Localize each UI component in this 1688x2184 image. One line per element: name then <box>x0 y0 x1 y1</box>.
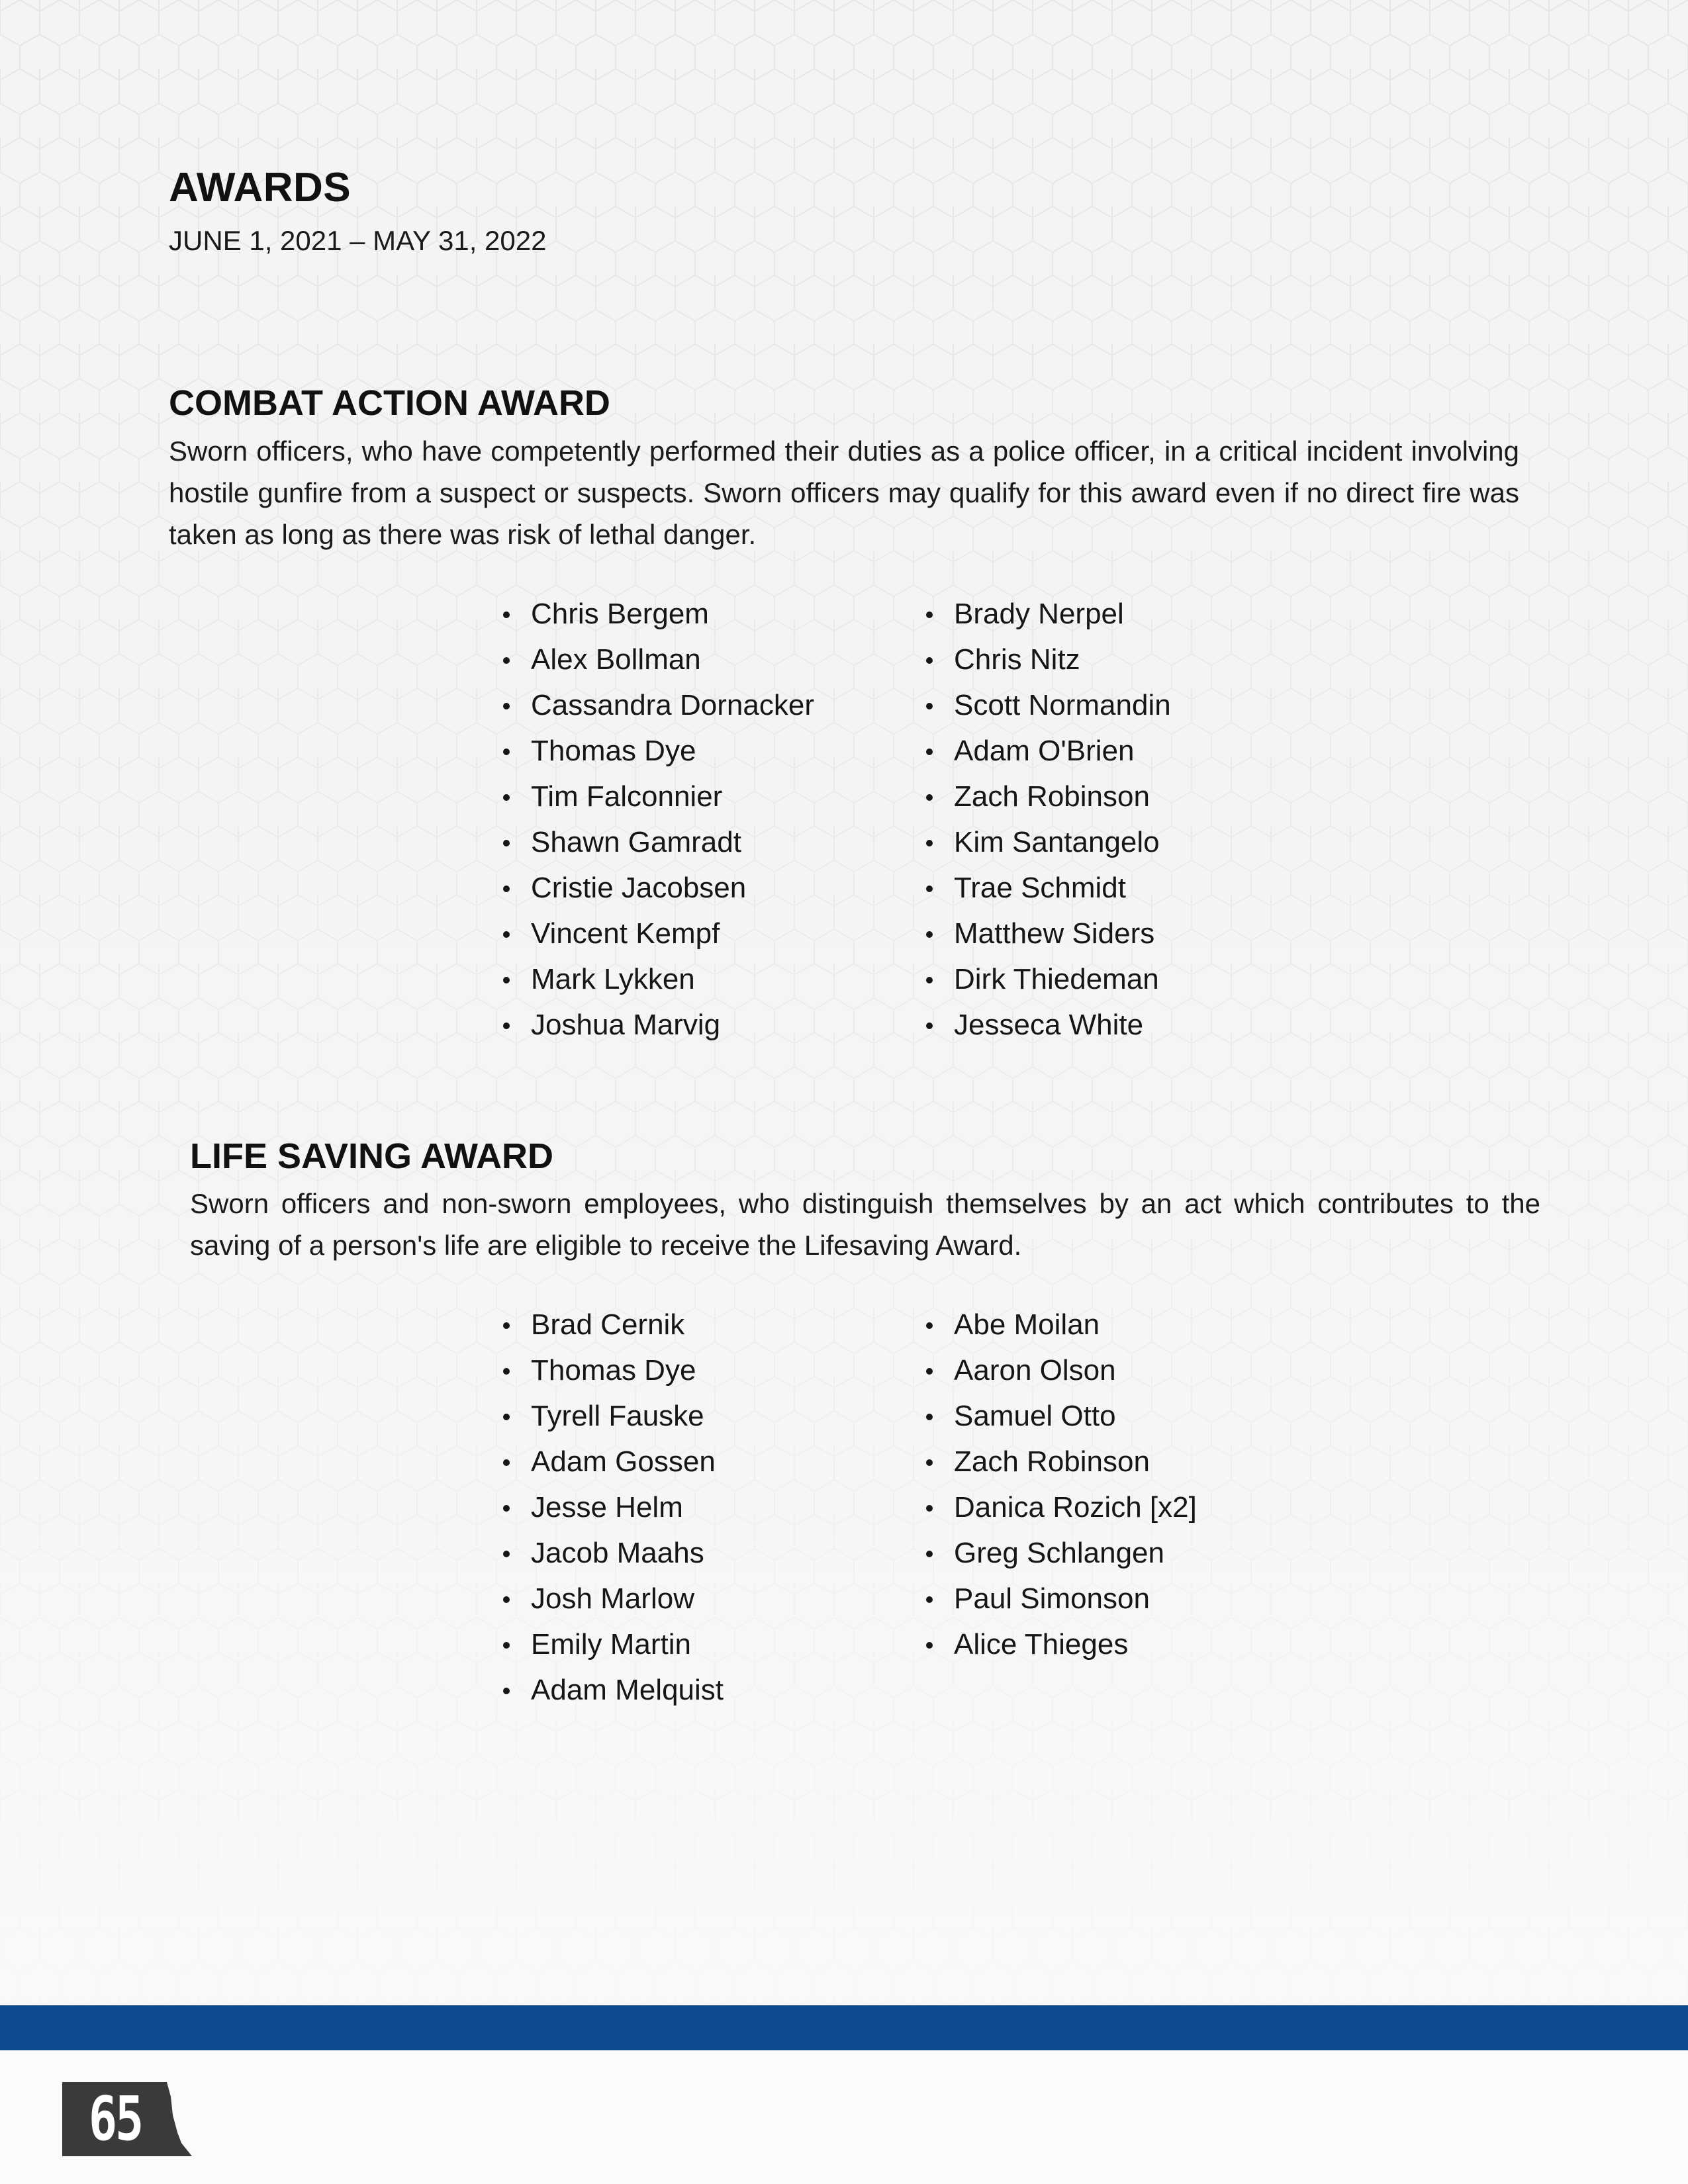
list-item: Zach Robinson <box>921 1439 1197 1484</box>
list-item: Jesseca White <box>921 1002 1171 1048</box>
list-item: Paul Simonson <box>921 1576 1197 1621</box>
list-item: Scott Normandin <box>921 682 1171 728</box>
list-item: Matthew Siders <box>921 911 1171 956</box>
list-item: Kim Santangelo <box>921 819 1171 865</box>
list-item: Danica Rozich [x2] <box>921 1484 1197 1530</box>
list-item: Josh Marlow <box>498 1576 724 1621</box>
list-item: Abe Moilan <box>921 1302 1197 1347</box>
list-item: Trae Schmidt <box>921 865 1171 911</box>
list-item: Mark Lykken <box>498 956 814 1002</box>
page-title: AWARDS <box>169 165 352 210</box>
list-item: Chris Bergem <box>498 591 814 637</box>
life-saving-heading: LIFE SAVING AWARD <box>190 1136 554 1176</box>
list-item: Aaron Olson <box>921 1347 1197 1393</box>
list-item: Alex Bollman <box>498 637 814 682</box>
list-item: Emily Martin <box>498 1621 724 1667</box>
list-item: Adam Gossen <box>498 1439 724 1484</box>
date-range: JUNE 1, 2021 – MAY 31, 2022 <box>169 225 547 256</box>
page-number: 65 <box>88 2083 142 2154</box>
list-item: Jacob Maahs <box>498 1530 724 1576</box>
list-item: Shawn Gamradt <box>498 819 814 865</box>
combat-action-names-left <box>498 591 814 1048</box>
list-item: Samuel Otto <box>921 1393 1197 1439</box>
list-item: Adam Melquist <box>498 1667 724 1713</box>
list-item: Thomas Dye <box>498 1347 724 1393</box>
list-item: Adam O'Brien <box>921 728 1171 774</box>
footer-blue-band <box>0 2005 1688 2050</box>
list-item: Tim Falconnier <box>498 774 814 819</box>
list-item: Joshua Marvig <box>498 1002 814 1048</box>
list-item: Jesse Helm <box>498 1484 724 1530</box>
list-item: Greg Schlangen <box>921 1530 1197 1576</box>
list-item: Zach Robinson <box>921 774 1171 819</box>
life-saving-names-left <box>498 1302 724 1713</box>
combat-action-names-right <box>921 591 1171 1048</box>
list-item: Vincent Kempf <box>498 911 814 956</box>
combat-action-heading: COMBAT ACTION AWARD <box>169 383 610 423</box>
list-item: Alice Thieges <box>921 1621 1197 1667</box>
list-item: Cassandra Dornacker <box>498 682 814 728</box>
list-item: Chris Nitz <box>921 637 1171 682</box>
list-item: Brady Nerpel <box>921 591 1171 637</box>
life-saving-description: Sworn officers and non-sworn employees, who distinguish themselves by an act which contributes to the saving of a person's life are eligible to receive the Lifesaving Award. <box>190 1188 1540 1261</box>
list-item: Dirk Thiedeman <box>921 956 1171 1002</box>
list-item: Cristie Jacobsen <box>498 865 814 911</box>
combat-action-description: Sworn officers, who have competently performed their duties as a police officer, in a critical incident involving hostile gunfire from a suspect or suspects. Sworn officers may qualify for this award even if no direct fire was taken as long as there was risk of lethal danger. <box>169 435 1519 550</box>
footer-area <box>0 2050 1688 2184</box>
list-item: Tyrell Fauske <box>498 1393 724 1439</box>
life-saving-names-right <box>921 1302 1197 1667</box>
list-item: Brad Cernik <box>498 1302 724 1347</box>
list-item: Thomas Dye <box>498 728 814 774</box>
